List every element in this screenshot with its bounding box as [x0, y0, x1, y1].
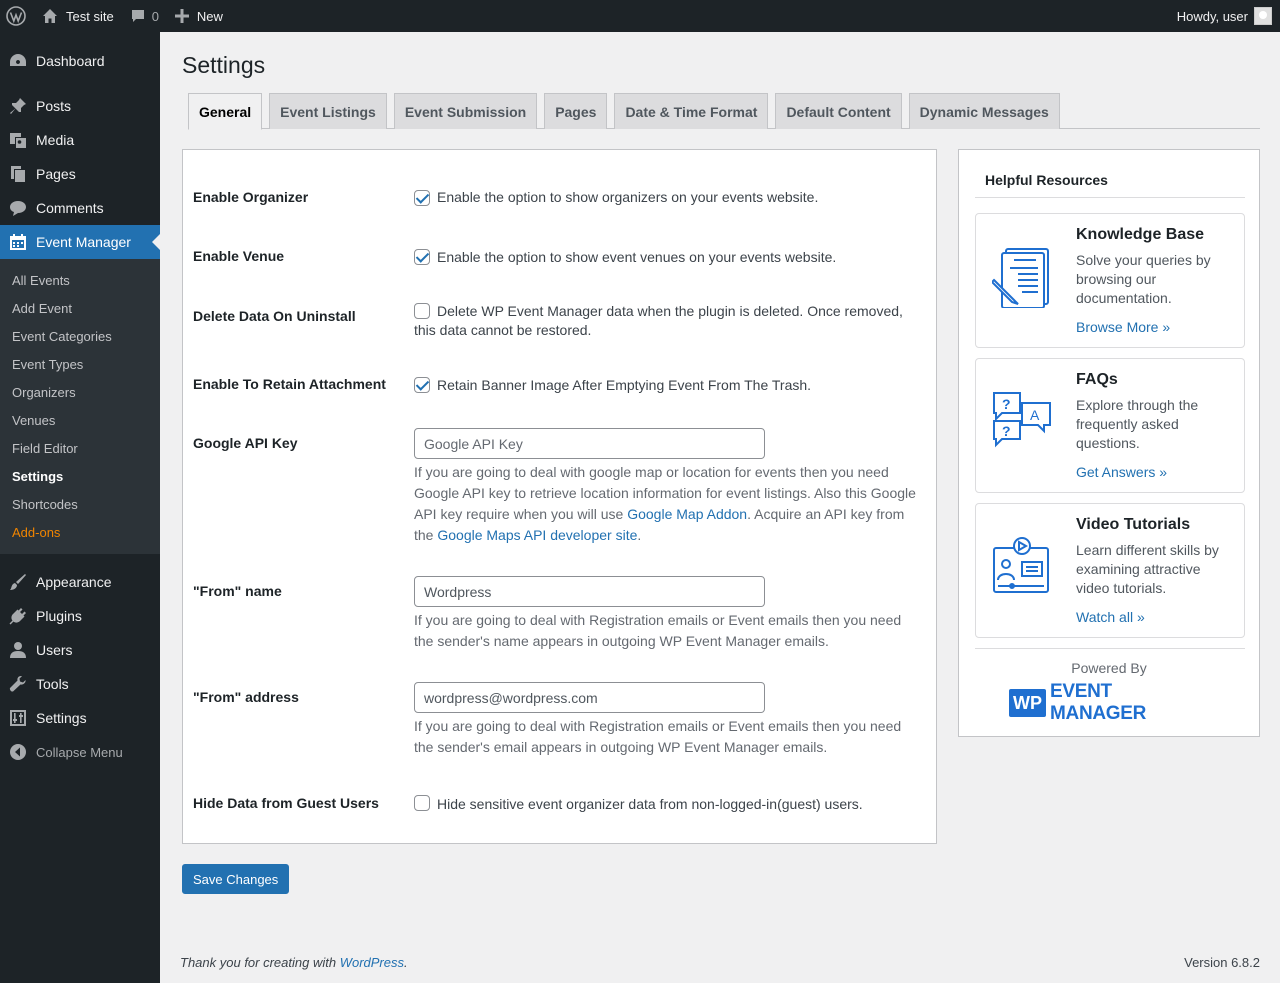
- tab-general[interactable]: General: [188, 93, 262, 130]
- greeting: Howdy, user: [1176, 8, 1248, 24]
- submenu-shortcodes[interactable]: Shortcodes: [12, 496, 78, 512]
- hide-guest-data-text: Hide sensitive event organizer data from non-logged-in(guest) users.: [437, 796, 863, 812]
- helpful-resources-panel: [958, 149, 1260, 737]
- menu-label-dashboard: Dashboard: [36, 53, 105, 69]
- menu-item-event-manager[interactable]: [0, 225, 160, 259]
- tab-pages[interactable]: Pages: [544, 93, 607, 129]
- menu-label-media: Media: [36, 132, 75, 148]
- faqs-card: [975, 358, 1245, 493]
- from-address-description: If you are going to deal with Registration emails or Event emails then you need the sender's email appears in outgoing WP Event Manager emails.: [414, 718, 902, 755]
- site-name: Test site: [66, 8, 114, 24]
- wp-event-manager-logo[interactable]: [1009, 681, 1209, 724]
- svg-text:?: ?: [1002, 396, 1011, 412]
- submenu-organizers[interactable]: Organizers: [12, 384, 76, 400]
- faqs-title: FAQs: [1076, 371, 1118, 388]
- menu-item-dashboard[interactable]: [0, 44, 160, 78]
- new-label: New: [196, 8, 223, 24]
- submenu-add-event[interactable]: Add Event: [12, 300, 72, 316]
- retain-attachment-text: Retain Banner Image After Emptying Event From The Trash.: [437, 377, 812, 393]
- delete-data-text: Delete WP Event Manager data when the plugin is deleted. Once removed, this data cannot be restored.: [414, 303, 903, 338]
- retain-attachment-checkbox[interactable]: [414, 377, 430, 393]
- logo-brand-name: EVENT MANAGER: [1050, 681, 1147, 724]
- document-icon: [992, 246, 1052, 308]
- from-name-input[interactable]: Wordpress: [414, 576, 765, 607]
- hide-guest-data-checkbox[interactable]: [414, 795, 430, 811]
- menu-item-plugins[interactable]: [0, 599, 160, 633]
- submenu-event-categories[interactable]: Event Categories: [12, 328, 112, 344]
- tab-event-submission[interactable]: Event Submission: [394, 93, 537, 129]
- google-api-key-label: Google API Key: [193, 435, 298, 451]
- enable-organizer-label: Enable Organizer: [193, 189, 309, 205]
- page-title: Settings: [182, 52, 266, 78]
- google-api-desc-part1: If you are going to deal with google map or location for events then you need Google API key to retrieve location information for event listings. Also this Google API key require when you will use: [414, 464, 916, 522]
- menu-item-posts[interactable]: [0, 89, 160, 123]
- get-answers-link[interactable]: Get Answers »: [1076, 464, 1168, 480]
- save-changes-button[interactable]: Save Changes: [182, 864, 289, 894]
- menu-label-event-manager: Event Manager: [36, 234, 131, 250]
- collapse-menu-button[interactable]: [0, 735, 160, 769]
- enable-venue-label: Enable Venue: [193, 248, 285, 264]
- menu-item-users[interactable]: [0, 633, 160, 667]
- google-api-desc-part2: . Acquire an API key from the: [414, 506, 905, 543]
- submenu-field-editor[interactable]: Field Editor: [12, 440, 78, 456]
- enable-organizer-checkbox[interactable]: [414, 190, 430, 206]
- delete-data-label: Delete Data On Uninstall: [193, 308, 356, 324]
- retain-attachment-label: Enable To Retain Attachment: [193, 376, 386, 392]
- knowledge-base-title: Knowledge Base: [1076, 226, 1205, 243]
- video-tutorials-card: [975, 503, 1245, 638]
- settings-tabs: [188, 93, 1260, 129]
- menu-label-settings: Settings: [36, 710, 87, 726]
- menu-item-comments[interactable]: [0, 191, 160, 225]
- tab-default-content[interactable]: Default Content: [775, 93, 901, 129]
- powered-by-label: Powered By: [1071, 660, 1147, 676]
- brush-icon: [8, 572, 28, 592]
- users-icon: [8, 640, 28, 660]
- admin-bar: [0, 0, 1280, 32]
- footer-thanks-suffix: .: [404, 955, 408, 970]
- plus-icon: [175, 9, 189, 23]
- media-icon: [8, 130, 28, 150]
- submenu-all-events[interactable]: All Events: [12, 272, 70, 288]
- collapse-menu-label: Collapse Menu: [36, 744, 123, 760]
- tab-date-time-format[interactable]: Date & Time Format: [614, 93, 768, 129]
- faq-icon: [992, 391, 1052, 453]
- google-map-addon-link[interactable]: Google Map Addon: [627, 506, 748, 522]
- site-name-link[interactable]: [34, 0, 122, 32]
- video-tutorials-text: Learn different skills by examining attractive video tutorials.: [1076, 542, 1219, 596]
- enable-venue-checkbox[interactable]: [414, 249, 430, 265]
- user-account-link[interactable]: [1169, 0, 1280, 32]
- menu-label-appearance: Appearance: [36, 574, 112, 590]
- menu-label-posts: Posts: [36, 98, 72, 114]
- submenu-event-types[interactable]: Event Types: [12, 356, 84, 372]
- knowledge-base-card: [975, 213, 1245, 348]
- tab-dynamic-messages[interactable]: Dynamic Messages: [909, 93, 1060, 129]
- calendar-icon: [8, 232, 28, 252]
- comment-icon: [8, 198, 28, 218]
- comments-count: 0: [151, 8, 159, 24]
- event-manager-submenu: [0, 259, 160, 554]
- browse-more-link[interactable]: Browse More »: [1076, 319, 1171, 335]
- wrench-icon: [8, 674, 28, 694]
- pages-icon: [8, 164, 28, 184]
- video-icon: [992, 536, 1052, 598]
- svg-text:?: ?: [1002, 423, 1011, 439]
- new-content-link[interactable]: [167, 0, 231, 32]
- hide-guest-data-label: Hide Data from Guest Users: [193, 795, 379, 811]
- logo-wp-box: WP: [1009, 689, 1046, 717]
- google-maps-developer-link[interactable]: Google Maps API developer site: [437, 527, 638, 543]
- pin-icon: [8, 96, 28, 116]
- comments-link[interactable]: [122, 0, 167, 32]
- submenu-settings[interactable]: Settings: [12, 468, 64, 484]
- from-name-description: If you are going to deal with Registration emails or Event emails then you need the sender's name appears in outgoing WP Event Manager emails.: [414, 612, 902, 649]
- faqs-text: Explore through the frequently asked questions.: [1076, 397, 1199, 451]
- video-tutorials-title: Video Tutorials: [1076, 516, 1191, 533]
- menu-label-tools: Tools: [36, 676, 69, 692]
- collapse-arrow-icon: [8, 742, 28, 762]
- sliders-icon: [8, 708, 28, 728]
- enable-organizer-text: Enable the option to show organizers on your events website.: [437, 189, 819, 205]
- from-address-label: "From" address: [193, 689, 299, 705]
- avatar: [1254, 7, 1272, 25]
- helpful-resources-heading: Helpful Resources: [985, 172, 1108, 188]
- google-api-desc-part3: .: [637, 527, 642, 543]
- footer-thanks-prefix: Thank you for creating with: [180, 955, 340, 970]
- home-icon: [42, 8, 58, 24]
- menu-item-appearance[interactable]: [0, 565, 160, 599]
- comment-icon: [130, 8, 146, 24]
- plug-icon: [8, 606, 28, 626]
- general-settings-form: [182, 149, 937, 844]
- divider: [975, 648, 1245, 649]
- submenu-venues[interactable]: Venues: [12, 412, 56, 428]
- menu-item-settings[interactable]: [0, 701, 160, 735]
- google-api-key-description: [414, 462, 919, 546]
- submenu-add-ons[interactable]: Add-ons: [12, 524, 61, 540]
- from-name-label: "From" name: [193, 583, 282, 599]
- menu-label-plugins: Plugins: [36, 608, 82, 624]
- footer-version: Version 6.8.2: [1184, 955, 1260, 970]
- tab-event-listings[interactable]: Event Listings: [269, 93, 387, 129]
- menu-item-media[interactable]: [0, 123, 160, 157]
- footer-thanks: [180, 955, 408, 970]
- menu-label-comments: Comments: [36, 200, 104, 216]
- admin-sidebar: [0, 32, 160, 983]
- watch-all-link[interactable]: Watch all »: [1076, 609, 1145, 625]
- wordpress-link[interactable]: WordPress: [339, 955, 404, 970]
- google-api-key-input[interactable]: Google API Key: [414, 428, 765, 459]
- menu-item-tools[interactable]: [0, 667, 160, 701]
- enable-venue-text: Enable the option to show event venues on your events website.: [437, 249, 837, 265]
- knowledge-base-text: Solve your queries by browsing our documentation.: [1076, 252, 1211, 306]
- svg-text:A: A: [1030, 407, 1040, 423]
- divider: [975, 197, 1245, 198]
- from-address-input[interactable]: wordpress@wordpress.com: [414, 682, 765, 713]
- menu-label-pages: Pages: [36, 166, 76, 182]
- menu-label-users: Users: [36, 642, 73, 658]
- menu-item-pages[interactable]: [0, 157, 160, 191]
- wordpress-logo-icon[interactable]: [0, 0, 34, 32]
- dashboard-icon: [8, 51, 28, 71]
